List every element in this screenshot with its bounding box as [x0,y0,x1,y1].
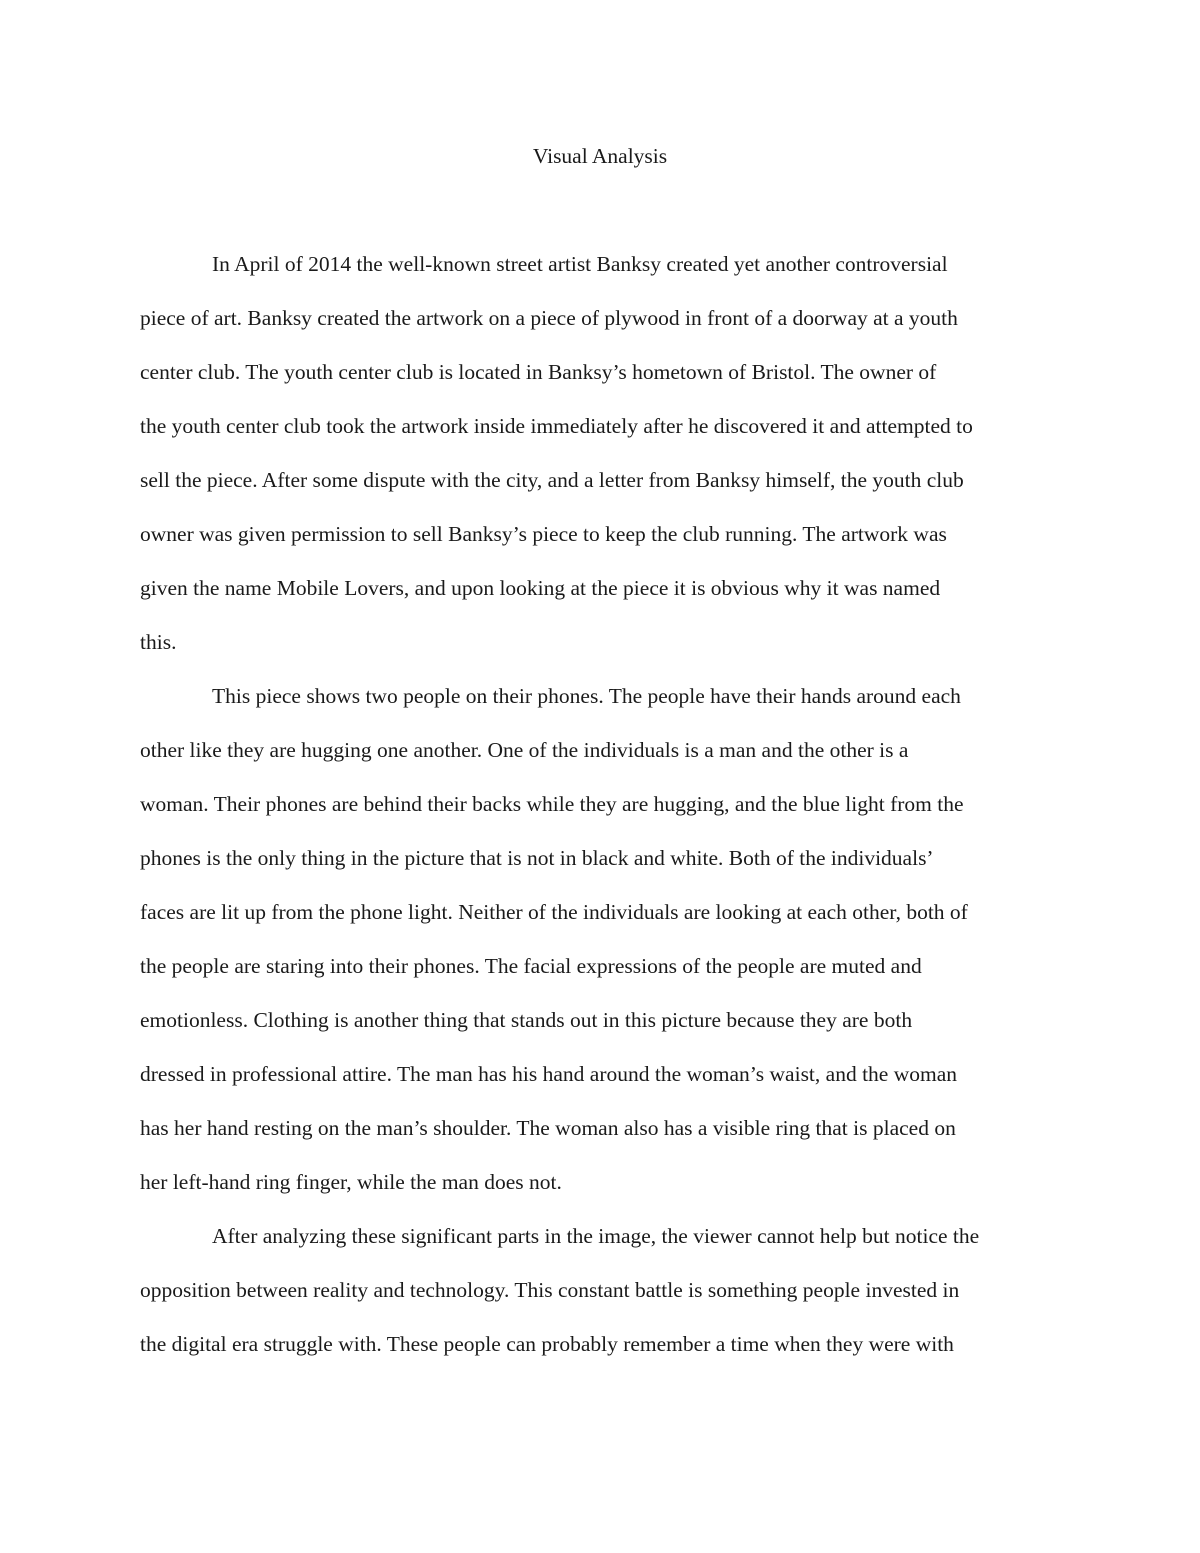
text-line: her left-hand ring finger, while the man does not. [140,1170,562,1194]
text-line: the people are staring into their phones. The facial expressions of the people are muted and [140,954,922,978]
text-line: owner was given permission to sell Banksy’s piece to keep the club running. The artwork was [140,522,947,546]
text-line: dressed in professional attire. The man has his hand around the woman’s waist, and the woman [140,1062,958,1086]
text-line: center club. The youth center club is located in Banksy’s hometown of Bristol. The owner of [140,360,937,384]
text-line: the youth center club took the artwork inside immediately after he discovered it and attempted to [140,414,973,438]
text-line: woman. Their phones are behind their backs while they are hugging, and the blue light from the [140,792,964,816]
text-line: opposition between reality and technology. This constant battle is something people invested in [140,1278,960,1302]
text-line: This piece shows two people on their phones. The people have their hands around each [212,684,961,708]
text-line: other like they are hugging one another. One of the individuals is a man and the other is a [140,738,909,762]
text-line: phones is the only thing in the picture that is not in black and white. Both of the individuals’ [140,846,934,870]
text-line: In April of 2014 the well-known street artist Banksy created yet another controversial [212,252,948,276]
text-line: After analyzing these significant parts in the image, the viewer cannot help but notice the [212,1224,980,1248]
text-line: given the name Mobile Lovers, and upon looking at the piece it is obvious why it was named [140,576,941,600]
text-line: this. [140,630,177,654]
text-line: the digital era struggle with. These people can probably remember a time when they were with [140,1332,954,1356]
text-line: piece of art. Banksy created the artwork on a piece of plywood in front of a doorway at a youth [140,306,958,330]
text-line: has her hand resting on the man’s shoulder. The woman also has a visible ring that is placed on [140,1116,956,1140]
text-line: emotionless. Clothing is another thing that stands out in this picture because they are both [140,1008,913,1032]
text-line: faces are lit up from the phone light. Neither of the individuals are looking at each other, both of [140,900,968,924]
text-line: sell the piece. After some dispute with the city, and a letter from Banksy himself, the youth club [140,468,964,492]
document-title: Visual Analysis [532,144,668,168]
